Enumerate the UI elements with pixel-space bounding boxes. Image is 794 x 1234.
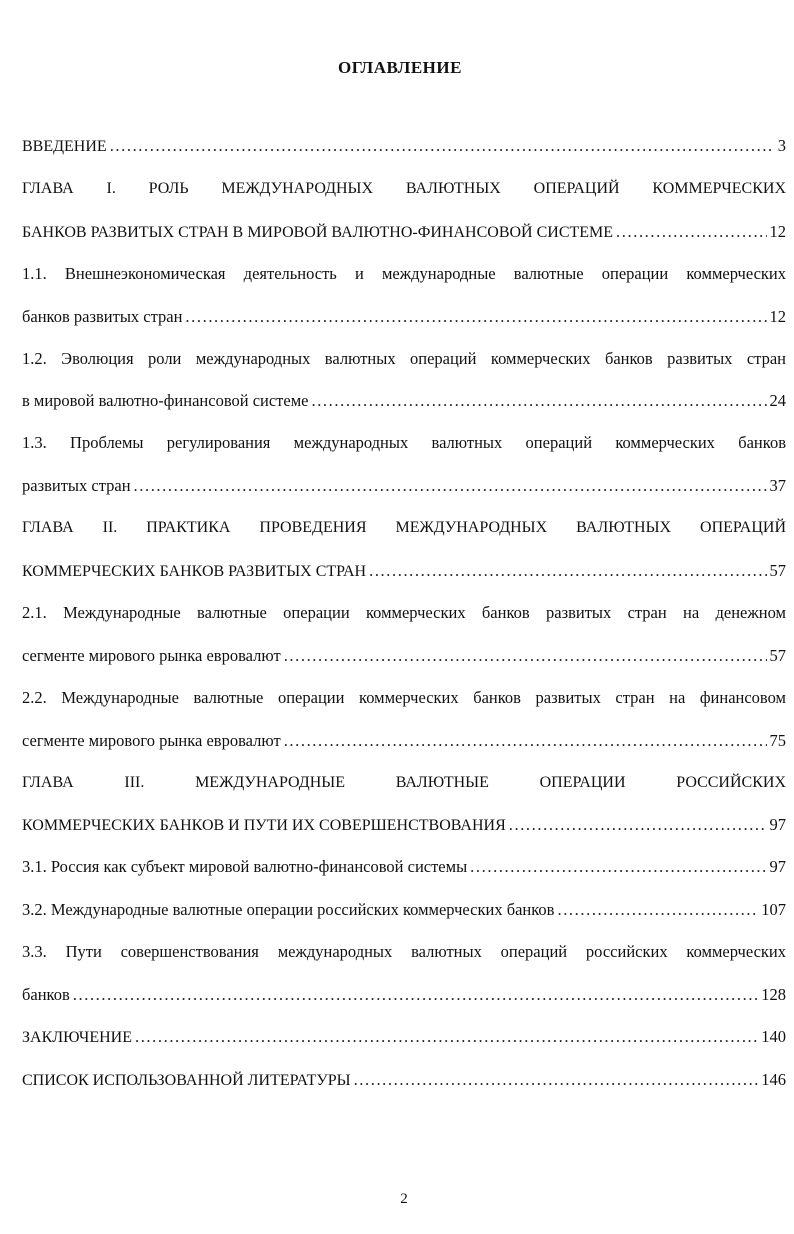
toc-entry-chapter-3	[22, 813, 786, 837]
toc-entry-label: 3.2. Международные валютные операции российских коммерческих банков	[22, 900, 555, 919]
toc-entry-1-3	[22, 474, 786, 498]
leader-dots	[135, 1025, 758, 1049]
toc-page-number: 128	[761, 985, 786, 1004]
leader-dots	[284, 644, 767, 668]
toc-entry-2-1	[22, 644, 786, 668]
leader-dots	[557, 898, 758, 922]
toc-entry-3-3	[22, 983, 786, 1007]
toc-page-number: 37	[769, 476, 786, 495]
leader-dots	[73, 983, 758, 1007]
leader-dots	[509, 813, 767, 837]
leader-dots	[311, 389, 766, 413]
toc-page-number: 57	[769, 646, 786, 665]
toc-page-number: 57	[769, 561, 786, 580]
leader-dots	[185, 305, 766, 329]
toc-entry-1-2-line-1: 1.2. Эволюция роли международных валютных операций коммерческих банков развитых стран	[22, 349, 786, 368]
toc-entry-label: СПИСОК ИСПОЛЬЗОВАННОЙ ЛИТЕРАТУРЫ	[22, 1072, 351, 1089]
toc-entry-label: КОММЕРЧЕСКИХ БАНКОВ РАЗВИТЫХ СТРАН	[22, 563, 367, 580]
toc-entry-label: сегменте мирового рынка евровалют	[22, 646, 281, 665]
toc-page-number: 97	[769, 857, 786, 876]
toc-page-number: 75	[769, 731, 786, 750]
toc-entry-label: ЗАКЛЮЧЕНИЕ	[22, 1029, 132, 1046]
page-title: ОГЛАВЛЕНИЕ	[338, 58, 462, 77]
leader-dots	[354, 1068, 759, 1092]
toc-entry-2-2-line-1: 2.2. Международные валютные операции коммерческих банков развитых стран на финансовом	[22, 688, 786, 707]
toc-entry-label: банков	[22, 985, 70, 1004]
leader-dots	[110, 134, 775, 158]
page-number: 2	[400, 1191, 408, 1207]
toc-page-number: 12	[769, 307, 786, 326]
toc-entry-conclusion	[22, 1025, 786, 1049]
toc-entry-3-3-line-1: 3.3. Пути совершенствования международных валютных операций российских коммерческих	[22, 942, 786, 961]
toc-entry-2-2	[22, 729, 786, 753]
toc-page-number: 12	[769, 222, 786, 241]
leader-dots	[134, 474, 767, 498]
toc-entry-3-1	[22, 855, 786, 879]
toc-entry-1-2	[22, 389, 786, 413]
toc-entry-introduction	[22, 134, 786, 158]
toc-entry-label: КОММЕРЧЕСКИХ БАНКОВ И ПУТИ ИХ СОВЕРШЕНСТВОВАНИЯ	[22, 817, 506, 834]
toc-entry-chapter-1	[22, 220, 786, 244]
toc-entry-label: сегменте мирового рынка евровалют	[22, 731, 281, 750]
toc-entry-chapter-2-line-1: ГЛАВА II. ПРАКТИКА ПРОВЕДЕНИЯ МЕЖДУНАРОДНЫХ ВАЛЮТНЫХ ОПЕРАЦИЙ	[22, 519, 786, 536]
toc-page-number: 146	[761, 1070, 786, 1089]
toc-page-number: 24	[769, 391, 786, 410]
toc-page-number: 107	[761, 900, 786, 919]
toc-entry-1-1	[22, 305, 786, 329]
toc-entry-chapter-3-line-1: ГЛАВА III. МЕЖДУНАРОДНЫЕ ВАЛЮТНЫЕ ОПЕРАЦИИ РОССИЙСКИХ	[22, 774, 786, 791]
toc-entry-label: в мировой валютно-финансовой системе	[22, 391, 309, 410]
toc-entry-1-1-line-1: 1.1. Внешнеэкономическая деятельность и международные валютные операции коммерческих	[22, 264, 786, 283]
toc-page-number: 140	[761, 1027, 786, 1046]
leader-dots	[470, 855, 766, 879]
toc-page-number: 3	[777, 136, 786, 155]
toc-entry-label: 3.1. Россия как субъект мировой валютно-финансовой системы	[22, 857, 468, 876]
leader-dots	[616, 220, 766, 244]
toc-entry-2-1-line-1: 2.1. Международные валютные операции коммерческих банков развитых стран на денежном	[22, 603, 786, 622]
toc-entry-chapter-1-line-1: ГЛАВА I. РОЛЬ МЕЖДУНАРОДНЫХ ВАЛЮТНЫХ ОПЕРАЦИЙ КОММЕРЧЕСКИХ	[22, 180, 786, 197]
toc-entry-1-3-line-1: 1.3. Проблемы регулирования международных валютных операций коммерческих банков	[22, 433, 786, 452]
toc-entry-label: БАНКОВ РАЗВИТЫХ СТРАН В МИРОВОЙ ВАЛЮТНО-ФИНАНСОВОЙ СИСТЕМЕ	[22, 224, 614, 241]
toc-entry-label: банков развитых стран	[22, 307, 183, 326]
toc-entry-label: ВВЕДЕНИЕ	[22, 138, 107, 155]
leader-dots	[284, 729, 767, 753]
toc-entry-chapter-2	[22, 559, 786, 583]
toc-entry-bibliography	[22, 1068, 786, 1092]
toc-entry-label: развитых стран	[22, 476, 131, 495]
toc-entry-3-2	[22, 898, 786, 922]
toc-page-number: 97	[769, 815, 786, 834]
leader-dots	[369, 559, 766, 583]
